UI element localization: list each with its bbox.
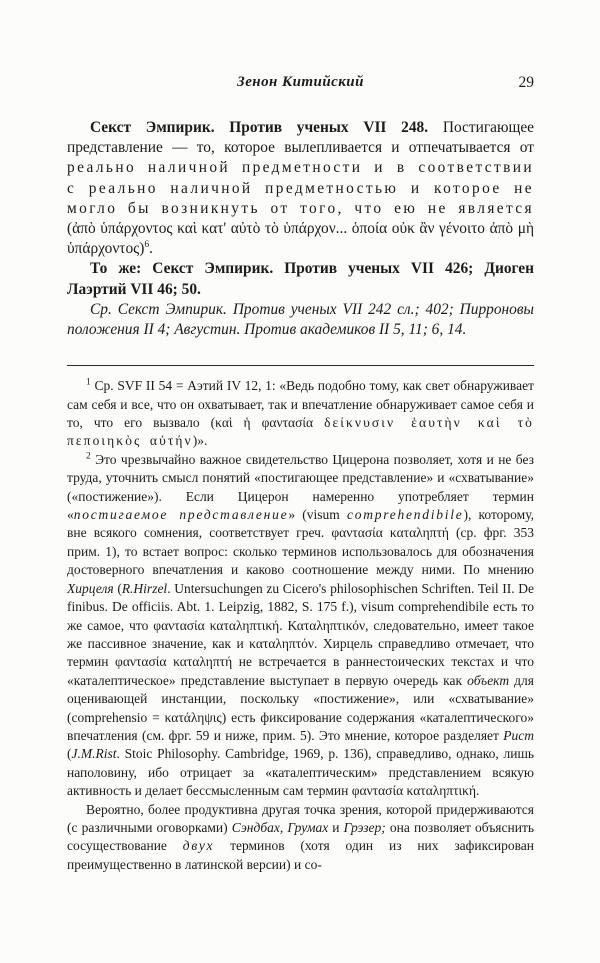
footnote-2-emph-object: объект [467, 672, 510, 688]
footnotes-block [67, 377, 534, 874]
footnote-2-continuation [67, 801, 534, 875]
footnote-1-greek-spaced: δείκνυσιν ἑαυτὴν καὶ τὸ πεποιηκὸς αὐτήν [67, 415, 535, 449]
footnote-2-term-spaced: постигаемое представление [73, 507, 289, 523]
footnote-2-text-3: ), которому, вне всякого сомнения, соответствует греч. φαντασία καταληπτή (ср. фрг. 353 прим. 1), то встает вопрос: сколько терминов использовалось для обозначения достоверного впечатления и каково соотношение между ними. По мнению [67, 507, 534, 578]
footnote-2-text-1: Это чрезвычайно важное свидетельство Цицерона позволяет, хотя и не без труда, уточнить смысл понятий «постигающее представление» и «схватывание» («постижение»). Если Цицерон намеренно употребляет термин « [67, 451, 534, 523]
parallel-references: То же: Секст Эмпирик. Против ученых VII 426; Диоген Лаэртий VII 46; 50. [67, 260, 534, 298]
footnote-2c-text-2: и [328, 819, 344, 835]
footnote-2-text-7: ( [67, 746, 72, 762]
main-text [67, 118, 534, 340]
fragment-greek-quote: (ἀπὸ ὑπάρχοντος καὶ κατ' αὐτὸ τὸ ὑπάρχον... ὁποία οὐκ ἂν γένοιτο ἀπὸ μὴ ὑπάρχοντος) [67, 220, 534, 258]
footnote-2c-text-4: терминов (хотя один из них зафиксирован преимущественно в латинской версии) и со- [67, 838, 534, 872]
compare-references: Ср. Секст Эмпирик. Против ученых VII 242 сл.; 402; Пирроновы положения II 4; Августин. Против академиков II 5, 11; 6, 14. [67, 300, 534, 339]
page-header [67, 74, 534, 94]
footnote-2-name-hirzel-ru: Хирцеля [67, 580, 114, 596]
fragment-heading: Секст Эмпирик. Против ученых VII 248. [90, 119, 429, 136]
footnote-2c-names-1: Сэндбах, Грумах [231, 819, 329, 835]
page-number: 29 [518, 74, 534, 91]
fragment-end-period: . [149, 240, 153, 258]
fragment-text: Постигающее представление — то, которое вылепливается и отпечатывается от [67, 119, 534, 157]
footnote-2 [67, 451, 534, 801]
footnote-2c-text-1: Вероятно, более продуктивна другая точка зрения, которой придерживаются (с различными оговорками) [67, 801, 534, 835]
footnote-1-text: Ср. SVF II 54 = Аэтий IV 12, 1: «Ведь подобно тому, как свет обнаруживает сам себя и все, что он охватывает, так и впечатление обнаруживает самое себя и то, что его вызвало (καὶ ἡ φαντασία [67, 378, 534, 431]
footnote-2c-names-2: Грэзер; [343, 819, 386, 835]
fragment-paragraph [67, 118, 534, 259]
footnote-1-text-end: )». [192, 433, 208, 449]
footnote-2c-text-3: она позволяет объяснить сосуществование [67, 819, 535, 854]
running-title: Зенон Китийский [237, 74, 364, 90]
fragment-emphasis-spaced: реально наличной предметности и в соответствии с реально наличной предметностью и которое не могло бы возникнуть от того, что ею не является [67, 159, 534, 217]
footnote-2-text-6: для оценивающей инстанции, поскольку «постижение», или «схватывание» (comprehensio = κατάληψις) есть фиксирование содержания «каталептического» впечатления (см. фрг. 59 и ниже, прим. 5). Это мнение, которое разделяет [67, 672, 534, 743]
footnote-2-text-4: ( [113, 580, 122, 596]
footnote-2-text-8: . Stoic Philosophy. Cambridge, 1969, p. 136), справедливо, однако, лишь наполовину, ибо отрицает за «каталептическим» представлением всякую активность и делает бессмысленным сам термин φαντασία καταληπτική. [67, 746, 534, 799]
footnote-separator-rule [67, 365, 534, 366]
footnote-2-text-2: » (visum [288, 507, 347, 523]
footnote-2-name-rist-ru: Рист [503, 727, 534, 743]
footnote-2-latin-term-spaced: comprehendibile [346, 507, 464, 523]
footnote-1 [67, 377, 534, 451]
footnote-2-name-hirzel: R.Hirzel [121, 580, 168, 596]
footnote-1-marker: 1 [86, 377, 91, 388]
footnote-2-text-5: . Untersuchungen zu Cicero's philosophischen Schriften. Teil II. De finibus. De officiis. Abt. 1. Leipzig, 1882, S. 175 f.), visum comprehendibile есть то же самое, что φαντασία καταληπτική. Καταληπτικόν, следовательно, имеет такое же пассивное значение, как и καταληπτόν. Хирцель справедливо отмечает, что термин φαντασία καταληπτή не встречается в раннестоических текстах и что «каталептическое» представление выступает в первую очередь как [67, 580, 534, 688]
footnote-2-name-rist: J.M.Rist [71, 746, 117, 762]
footnote-2-marker: 2 [86, 451, 91, 462]
footnote-ref-marker: 6 [144, 240, 150, 251]
footnote-2c-emph-two: двух [182, 838, 215, 854]
